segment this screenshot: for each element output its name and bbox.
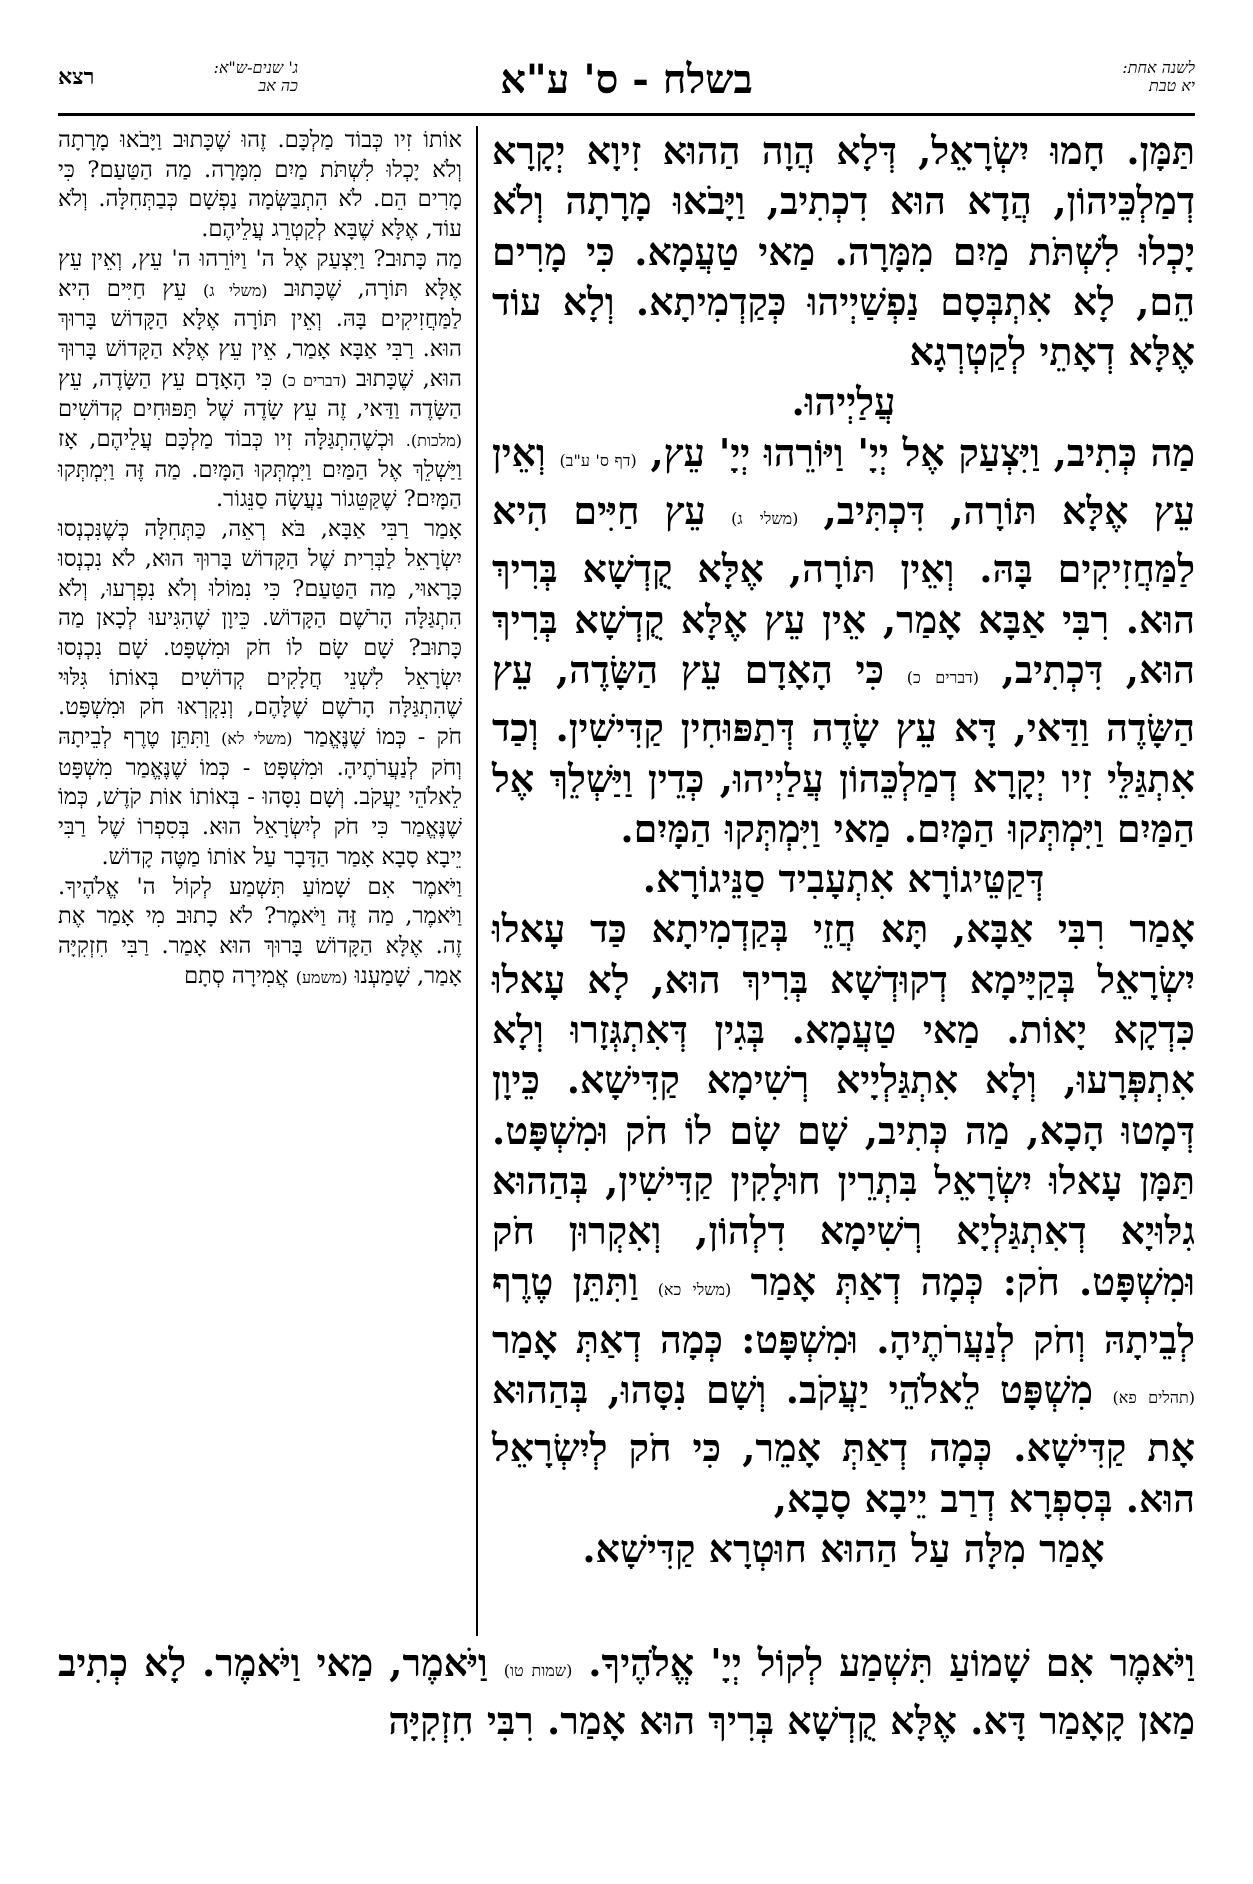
main-text: וַיֹּאמֶר, מַאי וַיֹּאמֶר. לָא כְתִיב מַאן קָאָמַר דָּא. אֶלָּא קֻדְשָׁא בְּרִיךְ הוּא אָמַר. רִבִּי חִזְקִיָּה bbox=[58, 1640, 1195, 1744]
main-column bbox=[478, 126, 1195, 1636]
main-text: עֵץ חַיִּים הִיא לַמַּחֲזִיקִים בָּהּ. וְאֵין תּוֹרָה, אֶלָּא קֻדְשָׁא בְּרִיךְ הוּא. רִבִּי אַבָּא אָמַר, אֵין עֵץ אֶלָּא קֻדְשָׁא בְּרִיךְ הוּא, דִּכְתִיב, bbox=[492, 488, 1195, 692]
source-reference: (תהלים פא) bbox=[1112, 1388, 1195, 1408]
main-text: מַה כְּתִיב, וַיִּצְעַק אֶל יְיָ' וַיּוֹרֵהוּ יְיָ' עֵץ, bbox=[650, 429, 1195, 475]
main-text: תַּמָּן. חָמוּ יִשְׂרָאֵל, דְּלָא הֲוָה הַהוּא זִיוָא יְקָרָא דְמַלְכֵּיהוֹן, הֲדָא הוּא דִכְתִיב, וַיָּבֹאוּ מָרָתָה וְלֹא יָכְלוּ לִשְׁתֹּת מַיִם מִמָּרָה. מַאי טַעֲמָא. כִּי מָרִים הֵם, לָא אִתְבְּסָם נַפְשַׁיְיהוּ כְּקַדְמִיתָא. וְלָא עוֹד אֶלָּא דְאָתֵי לְקַטְרְגָא bbox=[492, 128, 1195, 375]
header-right-line2: יא טבת bbox=[1148, 76, 1195, 95]
header-right-line1: לשנה אחת: bbox=[1122, 58, 1195, 77]
main-text: אָמַר רִבִּי אַבָּא, תָּא חֲזֵי בְּקַדְמִיתָא כַּד עָאלוּ יִשְׂרָאֵל בְּקַיָּימָא דְקוּדְשָׁא בְּרִיךְ הוּא, לָא עָאלוּ כִּדְקָא יָאוֹת. מַאי טַעֲמָא. בְּגִין דְּאִתְגְּזָרוּ וְלָא אִתְפְּרָעוּ, וְלָא אִתְגַּלְיָיא רְשִׁימָא קַדִּישָׁא. כֵּיוָן דְּמָטוּ הָכָא, מַה כְּתִיב, שָׁם שָׂם לוֹ חֹק וּמִשְׁפָּט. תַּמָּן עָאלוּ יִשְׂרָאֵל בִּתְרֵין חוּלָקִין קַדִּישִׁין, בְּהַהוּא גִלּוּיָא דְאִתְגַּלְיָא רְשִׁימָא דִלְהוֹן, וְאִקְרוּן חֹק וּמִשְׁפָּט. חֹק: כְּמָה דְאַתְּ אָמַר bbox=[492, 906, 1196, 1304]
main-text: עֲלַיְיהוּ. bbox=[791, 379, 896, 425]
header-left-line1: ג' שנים-ש"א: bbox=[213, 58, 298, 77]
main-text: וַיֹּאמֶר אִם שָׁמוֹעַ תִּשְׁמַע לְקוֹל יְיָ' אֱלֹהֶיךָ. bbox=[588, 1640, 1195, 1685]
page-header bbox=[58, 55, 1195, 116]
source-reference: (דף ס' ע"ב) bbox=[559, 450, 637, 470]
commentary-text: וַתִּתֵּן טֶרֶף לְבֵיתָהּ וְחֹק לְנַעֲרֹתֶיהָ. וּמִשְׁפָּט - כְּמוֹ שֶׁנֶּאֱמַר מִשְׁפָּט לֵאלֹהֵי יַעֲקֹב. וְשָׁם נִסָּהוּ - בְּאוֹתוֹ אוֹת קֹדֶשׁ, כְּמוֹ שֶׁנֶּאֱמַר כִּי חֹק לְיִשְׂרָאֵל הוּא. בְּסִפְרוֹ שֶׁל רַבִּי יֵיבָא סָבָא אָמַר הַדָּבָר עַל אוֹתוֹ מַטֶּה קָדוֹשׁ. bbox=[58, 724, 462, 870]
commentary-text: וּכְשֶׁהִתְגַּלָּה זִיו כְּבוֹד מַלְכָּם עֲלֵיהֶם, אָז וַיַּשְׁלֵךְ אֶל הַמַּיִם וַיִּמְתְּקוּ הַמָּיִם. מַה זֶּה וַיִּמְתְּקוּ הַמָּיִם? שֶׁקַּטֵּגוֹר נַעֲשָׂה סַנֵּגוֹר. bbox=[58, 426, 462, 513]
commentary-paragraph-3 bbox=[58, 515, 462, 872]
commentary-paragraph-2 bbox=[58, 245, 462, 515]
main-paragraph-2 bbox=[492, 377, 1195, 427]
commentary-column bbox=[58, 126, 476, 1636]
commentary-text: אָמַר רַבִּי אַבָּא, בֹּא רְאֵה, כַּתְּחִלָּה כְּשֶׁנִּכְנְסוּ יִשְׂרָאֵל לַבְּרִית שֶׁל הַקָּדוֹשׁ בָּרוּךְ הוּא, לֹא נִכְנְסוּ כָּרָאוּי, מַה הַטַּעַם? כִּי נִמּוֹלוּ וְלֹא נִפְרְעוּ, וְלֹא הִתְגַּלָּה הָרֹשֶׁם הַקָּדוֹשׁ. כֵּיוָן שֶׁהִגִּיעוּ לְכָאן מַה כָּתוּב? שָׁם שָׂם לוֹ חֹק וּמִשְׁפָּט. שָׁם נִכְנְסוּ יִשְׂרָאֵל לִשְׁנֵי חֲלָקִים קְדוֹשִׁים בְּאוֹתוֹ גִּלּוּי שֶׁהִתְגַּלָּה הָרֹשֶׁם שֶׁלָּהֶם, וְנִקְרְאוּ חֹק וּמִשְׁפָּט. חֹק - כְּמוֹ שֶׁנֶּאֱמַר bbox=[58, 516, 462, 751]
header-left bbox=[58, 59, 298, 95]
main-paragraph-4 bbox=[492, 854, 1195, 904]
main-paragraph-6 bbox=[492, 1524, 1195, 1574]
source-reference: (מלכות). bbox=[405, 431, 462, 451]
column-divider bbox=[476, 126, 478, 1636]
source-reference: (דברים כ) bbox=[906, 667, 979, 687]
source-reference: (משלי ג) bbox=[731, 509, 799, 529]
main-text: מִשְׁפָּט לֵאלֹהֵי יַעֲקֹב. וְשָׁם נִסָּהוּ, בְּהַהוּא אָת קַדִּישָׁא. כְּמָה דְאַתְּ אָמֵר, כִּי חֹק לְיִשְׂרָאֵל הוּא. בְּסִפְרָא דְרַב יֵיבָא סָבָא, bbox=[492, 1367, 1195, 1521]
commentary-paragraph-4 bbox=[58, 873, 462, 993]
commentary-text: עֵץ חַיִּים הִיא לַמַּחֲזִיקִים בָּהּ. וְאֵין תּוֹרָה אֶלָּא הַקָּדוֹשׁ בָּרוּךְ הוּא. רַבִּי אַבָּא אָמַר, אֵין עֵץ אֶלָּא הַקָּדוֹשׁ בָּרוּךְ הוּא, שֶׁכָּתוּב bbox=[58, 275, 462, 392]
main-text: דְּקַטֵּיגוֹרָא אִתְעָבִיד סַנֵּיגוֹרָא. bbox=[642, 856, 1045, 902]
two-column-body bbox=[58, 126, 1195, 1636]
commentary-text: אוֹתוֹ זִיו כְּבוֹד מַלְכָּם. זֶהוּ שֶׁכָּתוּב וַיָּבֹאוּ מָרָתָה וְלֹא יָכְלוּ לִשְׁתֹּת מַיִם מִמָּרָה. מַה הַטַּעַם? כִּי מָרִים הֵם. לֹא הִתְבַּשְּׂמָה נַפְשָׁם כְּבַתְּחִלָּה. וְלֹא עוֹד, אֶלָּא שֶׁבָּא לְקַטְרֵג עֲלֵיהֶם. bbox=[58, 127, 462, 243]
source-reference: (משמע) bbox=[295, 967, 348, 987]
header-left-text bbox=[213, 59, 298, 95]
commentary-text: מַה כָּתוּב? וַיִּצְעַק אֶל ה' וַיּוֹרֵהוּ ה' עֵץ, וְאֵין עֵץ אֶלָּא תּוֹרָה, שֶׁכָּתוּב bbox=[58, 245, 463, 302]
main-paragraph-5 bbox=[492, 904, 1195, 1524]
main-text: כִּי הָאָדָם עֵץ הַשָּׂדֶה, עֵץ הַשָּׂדֶה וַדַּאי, דָּא עֵץ שָׂדֶה דְּתַפּוּחִין קַדִּישִׁין. וְכַד אִתְגַּלֵּי זִיו יְקָרָא דְמַלְכֵּהוֹן עֲלַיְיהוּ, כְּדֵין וַיַּשְׁלֵךְ אֶל הַמַּיִם וַיִּמְתְּקוּ הַמָּיִם. מַאי וַיִּמְתְּקוּ הַמָּיִם. bbox=[492, 646, 1195, 851]
bottom-paragraph bbox=[58, 1638, 1195, 1747]
commentary-text: כִּי הָאָדָם עֵץ הַשָּׂדֶה, עֵץ הַשָּׂדֶה וַדַּאי, זֶה עֵץ שָׂדֶה שֶׁל תַּפּוּחִים קְדוֹשִׁים bbox=[58, 365, 462, 423]
main-paragraph-1 bbox=[492, 126, 1195, 377]
source-reference: (שמות טו) bbox=[503, 1661, 573, 1680]
main-paragraph-3 bbox=[492, 428, 1195, 854]
page-title: בשלח - ס' ע"א bbox=[500, 56, 753, 103]
main-text: אָמַר מִלָּה עַל הַהוּא חוּטְרָא קַדִּישָׁא. bbox=[582, 1526, 1105, 1572]
source-reference: (משלי ג) bbox=[203, 280, 268, 300]
commentary-paragraph-1 bbox=[58, 126, 462, 245]
main-text: וְאֵין עֵץ אֶלָּא תּוֹרָה, דִּכְתִּיב, bbox=[492, 429, 1196, 534]
source-reference: (משלי כא) bbox=[657, 1279, 732, 1299]
commentary-text: אֲמִירָה סְתָם bbox=[184, 962, 289, 989]
page-number: רצא bbox=[58, 64, 95, 90]
main-text: וַתִּתֵּן טֶרֶף לְבֵיתָהּ וְחֹק לְנַעֲרֹתֶיהָ. וּמִשְׁפָּט: כְּמָה דְאַתְּ אָמַר bbox=[492, 1258, 1195, 1362]
header-left-line2: כה אב bbox=[258, 76, 298, 95]
bottom-full-width-text bbox=[58, 1638, 1195, 1747]
source-reference: (משלי לא) bbox=[221, 729, 293, 749]
source-reference: (דברים כ) bbox=[281, 370, 347, 390]
commentary-text: וַיֹּאמֶר אִם שָׁמוֹעַ תִּשְׁמַע לְקוֹל ה' אֱלֹהֶיךָ. וַיֹּאמֶר, מַה זֶּה וַיֹּאמֶר? לֹא כָתוּב מִי אָמַר אֶת זֶה. אֶלָּא הַקָּדוֹשׁ בָּרוּךְ הוּא אָמַר. רַבִּי חִזְקִיָּה אָמַר, שָׁמַעְנוּ bbox=[58, 873, 462, 989]
